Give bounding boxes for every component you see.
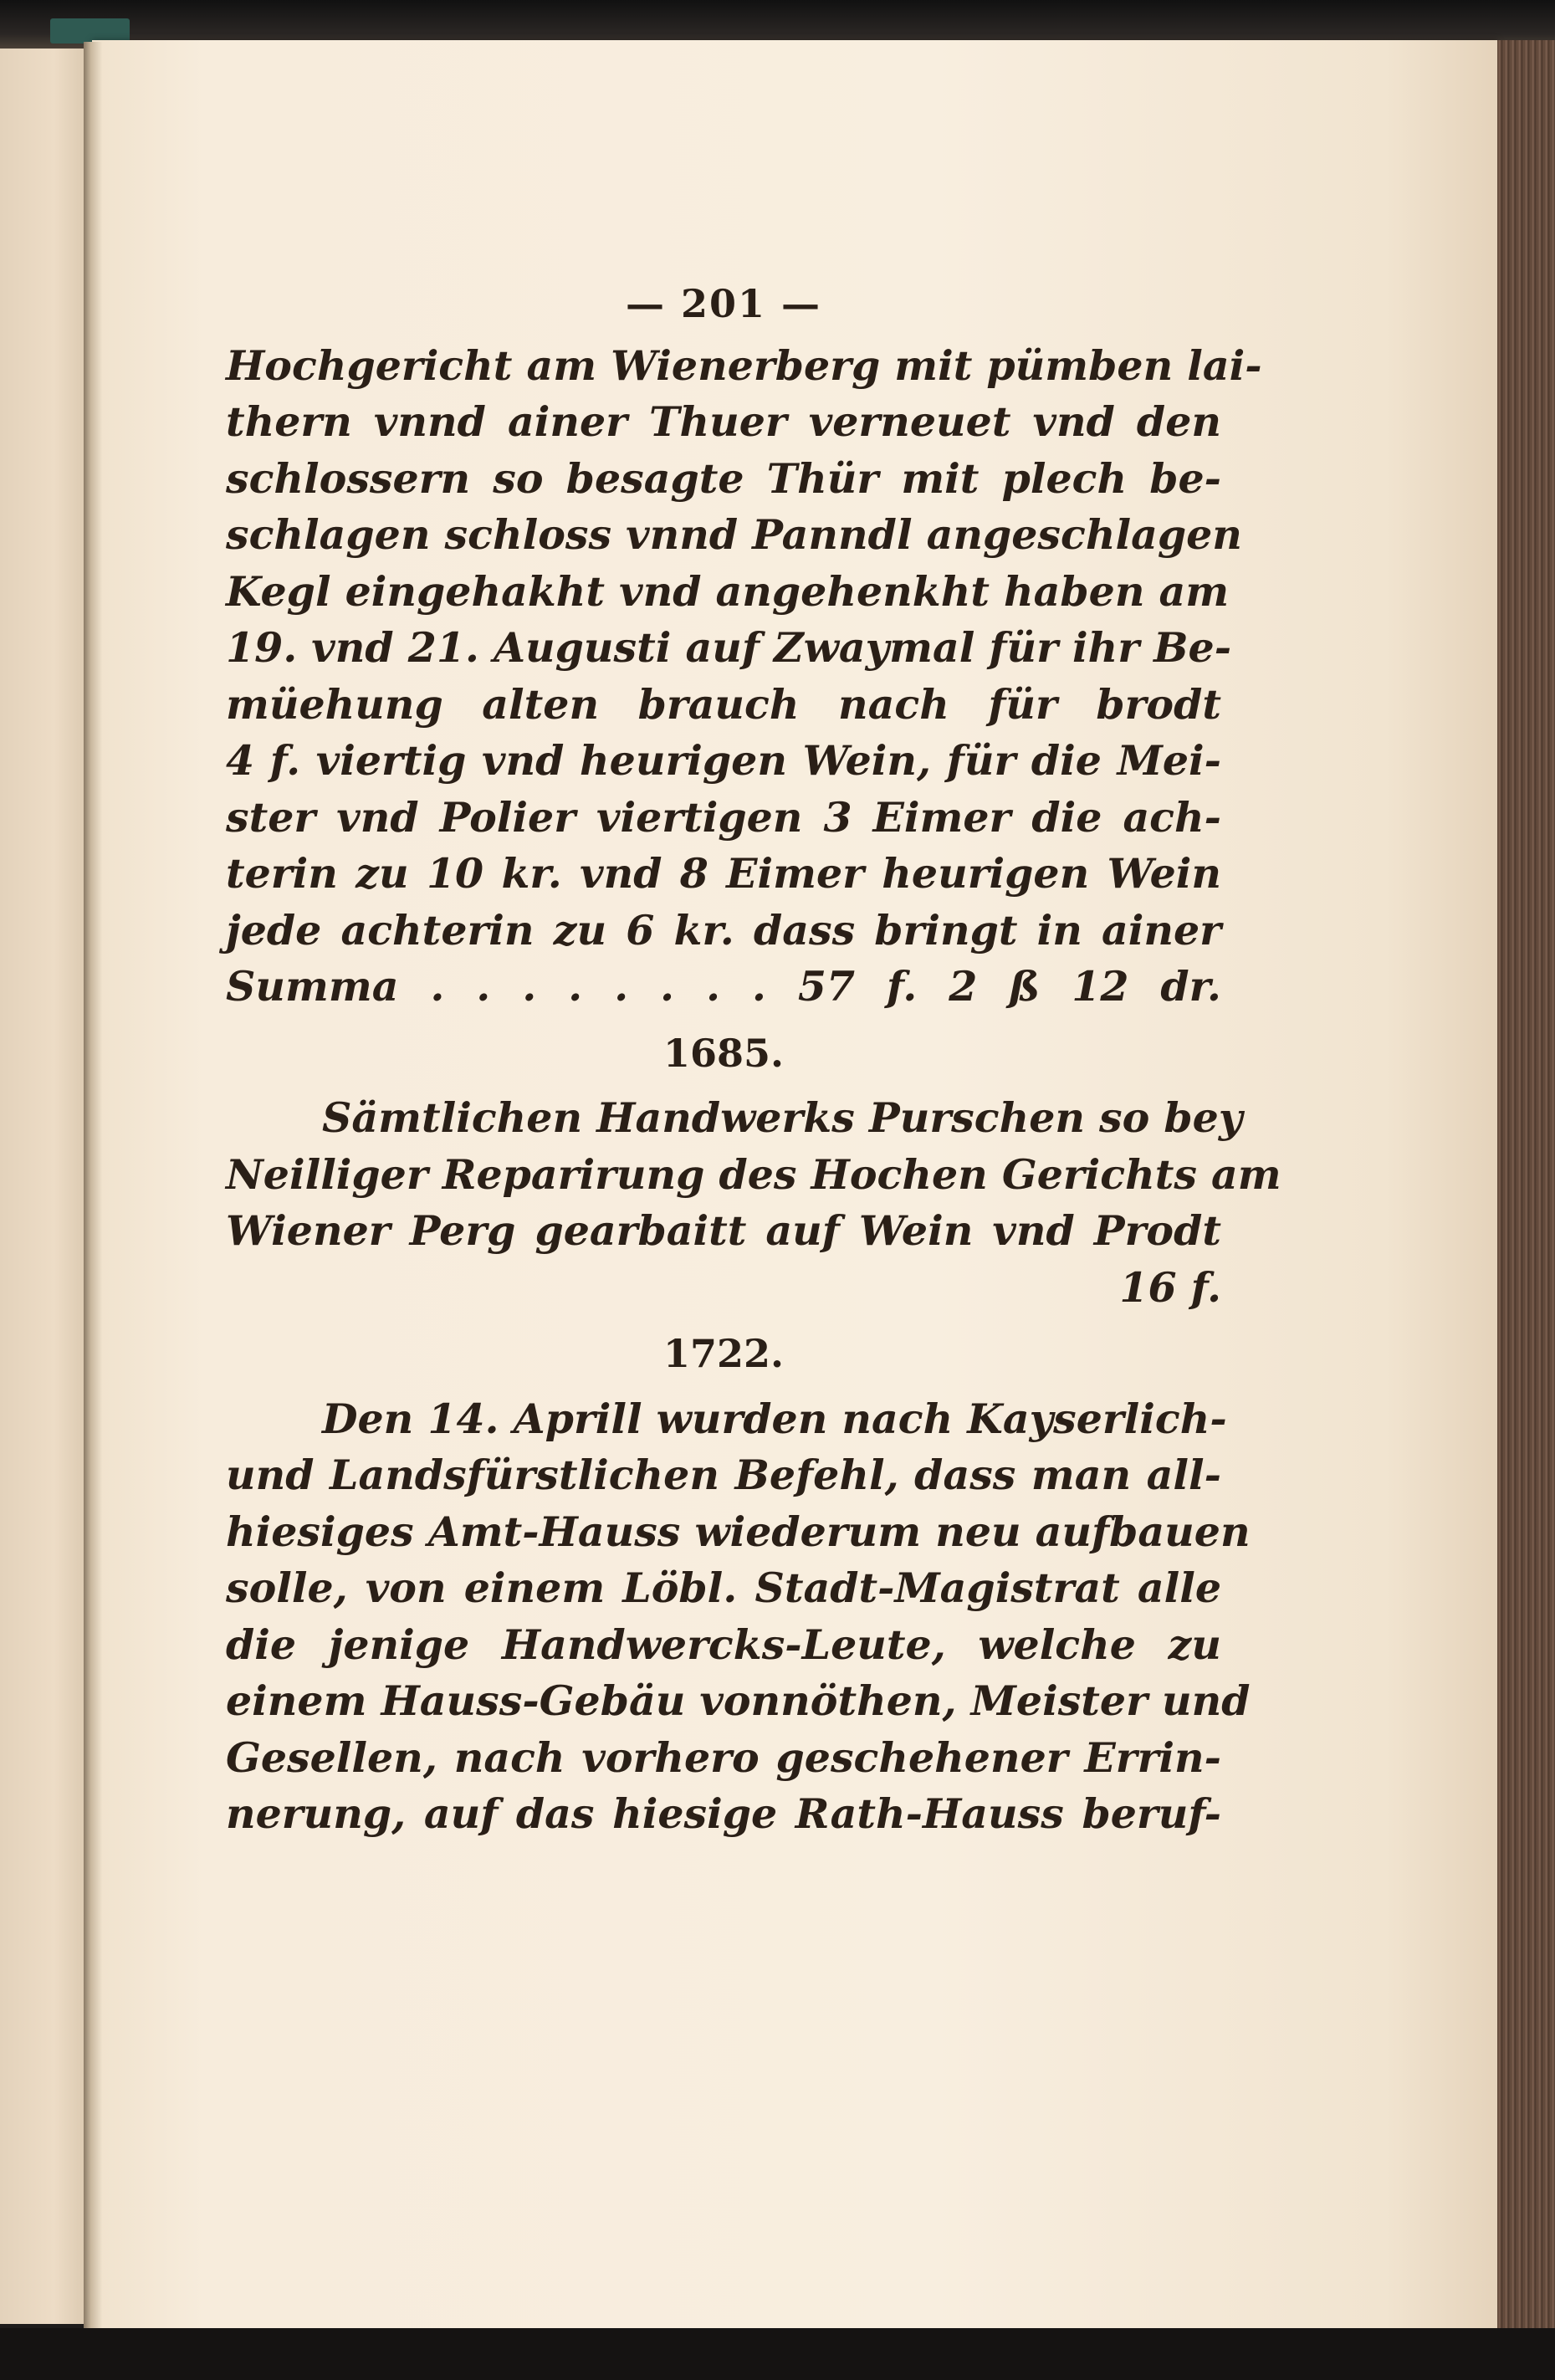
- text-line: solle, von einem Löbl. Stadt-Magistrat alle: [226, 1564, 1221, 1612]
- text-line: nerung, auf das hiesige Rath-Hauss beruf-: [226, 1789, 1221, 1838]
- text-line: Hochgericht am Wienerberg mit pümben lai-: [226, 340, 1262, 390]
- text-line: 4 f. viertig vnd heurigen Wein, für die Mei-: [226, 736, 1221, 785]
- text-line: einem Hauss-Gebäu vonnöthen, Meister und: [226, 1676, 1251, 1725]
- text-line: Wiener Perg gearbaitt auf Wein vnd Prodt: [226, 1206, 1221, 1255]
- text-line: müehung alten brauch nach für brodt: [226, 679, 1221, 729]
- book-fore-edge: [1497, 40, 1555, 2336]
- sum-line: Summa . . . . . . . . 57 f. 2 ß 12 dr.: [226, 962, 1221, 1011]
- text-line: die jenige Handwercks-Leute, welche zu: [226, 1620, 1221, 1669]
- paragraph-1722: [226, 1391, 1251, 1843]
- text-line: Sämtlichen Handwerks Purschen so bey: [322, 1093, 1243, 1142]
- text-line: Gesellen, nach vorhero geschehener Errin-: [226, 1733, 1221, 1782]
- text-line: ster vnd Polier viertigen 3 Eimer die ach-: [226, 792, 1221, 842]
- page-number: — 201 —: [625, 281, 822, 326]
- paragraph-1685: [226, 1090, 1281, 1316]
- text-line: jede achterin zu 6 kr. dass bringt in ainer: [226, 905, 1221, 955]
- year-heading-1722: 1722.: [662, 1331, 785, 1376]
- text-line: Den 14. Aprill wurden nach Kayserlich-: [322, 1394, 1227, 1443]
- text-line: 19. vnd 21. Augusti auf Zwaymal für ihr Be-: [226, 623, 1232, 672]
- page-gutter: [84, 42, 102, 2334]
- text-line: terin zu 10 kr. vnd 8 Eimer heurigen Wein: [226, 849, 1221, 898]
- year-heading-1685: 1685.: [662, 1030, 785, 1076]
- text-line: hiesiges Amt-Hauss wiederum neu aufbauen: [226, 1507, 1251, 1556]
- book-bottom-edge: [0, 2328, 1555, 2380]
- text-line: Kegl eingehakht vnd angehenkht haben am: [226, 566, 1230, 616]
- text-line: und Landsfürstlichen Befehl, dass man all-: [226, 1451, 1221, 1499]
- text-line: thern vnnd ainer Thuer verneuet vnd den: [226, 397, 1221, 446]
- text-line: Neilliger Reparirung des Hochen Gerichts am: [226, 1149, 1281, 1199]
- text-line: schlagen schloss vnnd Panndl angeschlagen: [226, 510, 1242, 559]
- page-text: [226, 276, 1281, 1843]
- text-line: schlossern so besagte Thür mit plech be-: [226, 453, 1221, 503]
- facing-page-edge: [0, 49, 90, 2324]
- paragraph-1: [226, 338, 1262, 1016]
- amount-1685: 16 f.: [1119, 1262, 1221, 1312]
